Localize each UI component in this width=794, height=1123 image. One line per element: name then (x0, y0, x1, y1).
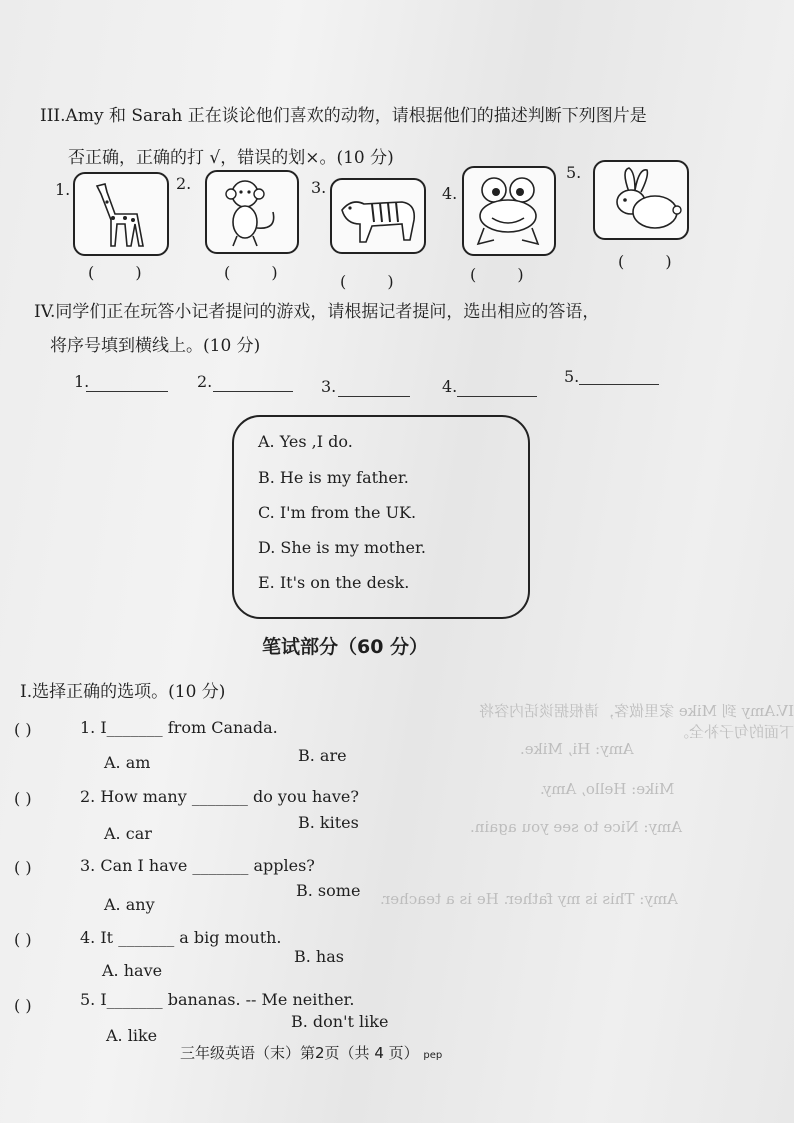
question-3-option-b: B. some (296, 881, 361, 900)
blank-number: 3. (321, 377, 337, 396)
question-5-option-a: A. like (106, 1026, 158, 1045)
answer-option-e: E. It's on the desk. (258, 573, 410, 592)
footer-text: 三年级英语（末）第2页（共 4 页） (180, 1044, 419, 1062)
tiger-picture (330, 178, 426, 254)
answer-option-a: A. Yes ,I do. (258, 432, 353, 451)
monkey-icon (207, 172, 297, 252)
answer-blank-5[interactable] (579, 366, 659, 385)
monkey-picture (205, 170, 299, 254)
item-number: 5. (566, 163, 582, 182)
item-number: 3. (311, 178, 327, 197)
question-paren[interactable]: ( ) (14, 996, 32, 1015)
question-1-option-a: A. am (104, 753, 151, 772)
bleed-through: Amy: Hi, Mike. (520, 740, 634, 758)
bleed-through: Amy: Nice to see you again. (470, 818, 683, 836)
answer-paren[interactable]: ( ) (340, 272, 412, 291)
question-paren[interactable]: ( ) (14, 789, 32, 808)
answer-paren[interactable]: ( ) (224, 263, 296, 282)
question-1: 1. I_______ from Canada. (80, 718, 278, 737)
section-4-title-line1: IV.同学们正在玩答小记者提问的游戏，请根据记者提问，选出相应的答语， (34, 302, 600, 322)
answer-paren[interactable]: ( ) (88, 263, 160, 282)
answer-option-b: B. He is my father. (258, 468, 409, 487)
bleed-through: Mike: Hello, Amy. (540, 780, 675, 798)
giraffe-icon (75, 174, 167, 254)
frog-icon (464, 168, 554, 254)
question-5-option-b: B. don't like (291, 1012, 389, 1031)
answer-option-d: D. She is my mother. (258, 538, 426, 557)
answer-blank-2[interactable] (213, 373, 293, 392)
question-3: 3. Can I have _______ apples? (80, 856, 315, 875)
question-4-option-b: B. has (294, 947, 344, 966)
question-1-option-b: B. are (298, 746, 347, 765)
question-5: 5. I_______ bananas. -- Me neither. (80, 990, 355, 1009)
question-paren[interactable]: ( ) (14, 930, 32, 949)
item-number: 2. (176, 174, 192, 193)
answer-paren[interactable]: ( ) (470, 265, 542, 284)
written-part-title: 笔试部分（60 分） (262, 636, 429, 658)
blank-number: 4. (442, 377, 458, 396)
answer-blank-4[interactable] (457, 378, 537, 397)
question-paren[interactable]: ( ) (14, 720, 32, 739)
bleed-through: IV.Amy 到 Mike 家里做客，请根据谈话内容将下面的句子补全。 (479, 702, 794, 741)
item-number: 4. (442, 184, 458, 203)
rabbit-icon (595, 162, 687, 238)
frog-picture (462, 166, 556, 256)
question-4: 4. It _______ a big mouth. (80, 928, 282, 947)
answer-option-c: C. I'm from the UK. (258, 503, 417, 522)
blank-number: 1. (74, 372, 90, 391)
answer-paren[interactable]: ( ) (618, 252, 690, 271)
footer-tag: pep (423, 1050, 443, 1061)
question-3-option-a: A. any (104, 895, 155, 914)
tiger-icon (332, 180, 424, 252)
rabbit-picture (593, 160, 689, 240)
section-3-title-line2: 否正确，正确的打 √，错误的划×。(10 分) (68, 148, 394, 168)
page-footer (180, 1042, 442, 1063)
question-paren[interactable]: ( ) (14, 858, 32, 877)
question-2-option-a: A. car (104, 824, 152, 843)
blank-number: 5. (564, 367, 580, 386)
giraffe-picture (73, 172, 169, 256)
question-2-option-b: B. kites (298, 813, 359, 832)
answer-blank-3[interactable] (338, 378, 410, 397)
section-4-title-line2: 将序号填到横线上。(10 分) (50, 336, 261, 356)
section-3-title-line1: III.Amy 和 Sarah 正在谈论他们喜欢的动物，请根据他们的描述判断下列图片是 (40, 106, 647, 126)
question-2: 2. How many _______ do you have? (80, 787, 359, 806)
bleed-through: Amy: This is my father. He is a teacher. (380, 890, 678, 908)
blank-number: 2. (197, 372, 213, 391)
question-4-option-a: A. have (102, 961, 163, 980)
answer-blank-1[interactable] (86, 373, 168, 392)
item-number: 1. (55, 180, 71, 199)
part-1-title: I.选择正确的选项。(10 分) (20, 682, 226, 702)
